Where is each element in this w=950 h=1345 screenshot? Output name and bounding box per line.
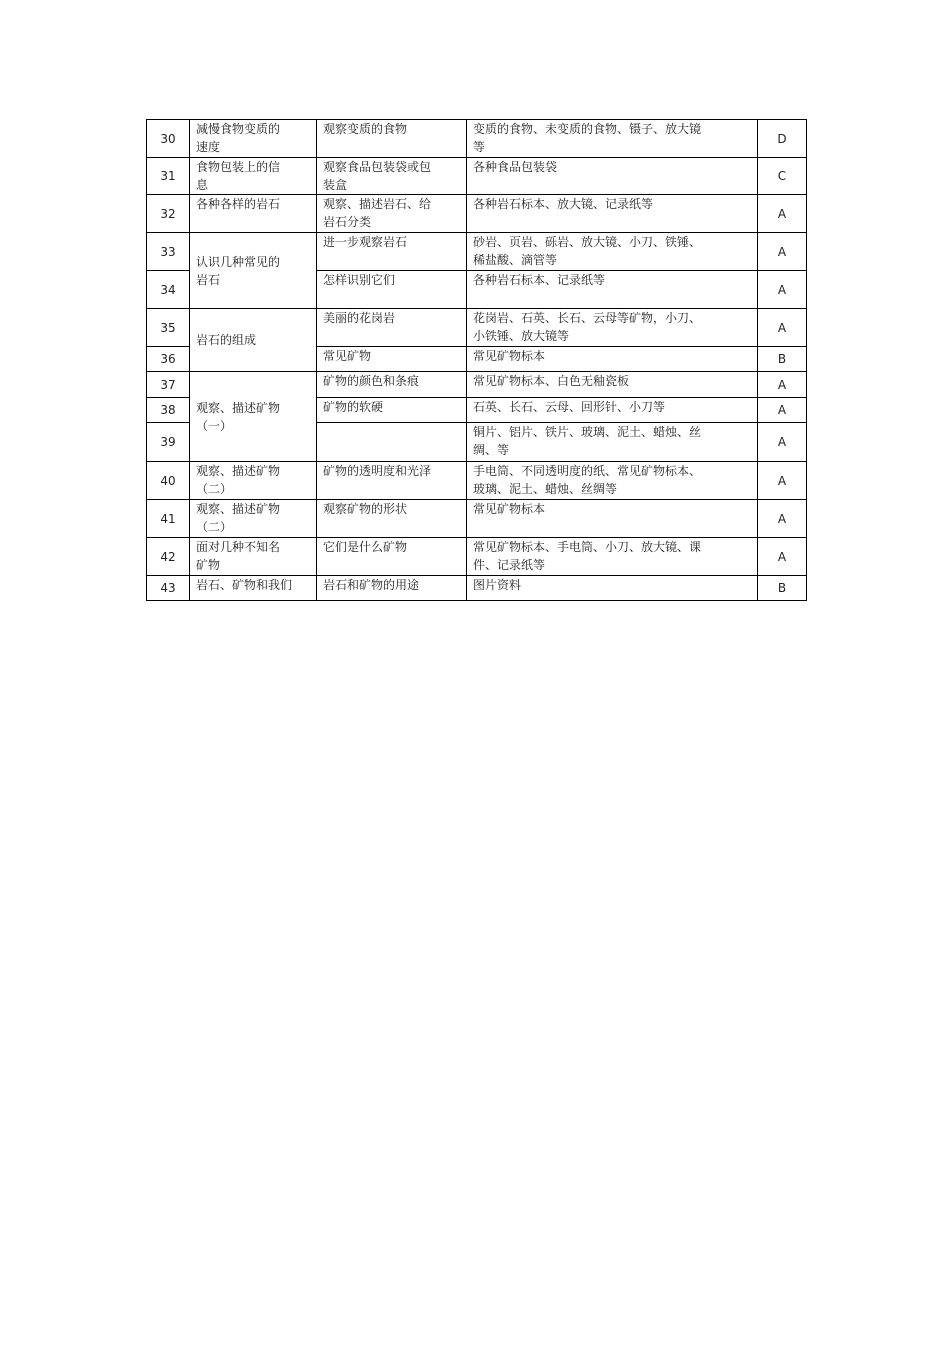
materials-cell: 各种岩石标本、放大镜、记录纸等 — [467, 195, 758, 233]
activity-cell: 美丽的花岗岩 — [317, 309, 467, 347]
activity-cell: 观察食品包装袋或包 装盒 — [317, 158, 467, 195]
lesson-title: 观察、描述矿物 （一） — [190, 372, 317, 462]
row-number: 41 — [147, 500, 190, 538]
materials-cell: 铜片、铝片、铁片、玻璃、泥土、蜡烛、丝 绸、等 — [467, 423, 758, 462]
row-number: 33 — [147, 233, 190, 271]
row-number: 32 — [147, 195, 190, 233]
table-row — [147, 158, 807, 195]
materials-cell: 手电筒、不同透明度的纸、常见矿物标本、 玻璃、泥土、蜡烛、丝绸等 — [467, 462, 758, 500]
lesson-title: 观察、描述矿物 （二） — [190, 500, 317, 538]
row-number: 43 — [147, 576, 190, 601]
materials-cell: 砂岩、页岩、砾岩、放大镜、小刀、铁锤、 稀盐酸、滴管等 — [467, 233, 758, 271]
row-number: 40 — [147, 462, 190, 500]
row-number: 42 — [147, 538, 190, 576]
grade-cell: A — [758, 500, 807, 538]
table-row — [147, 120, 807, 158]
activity-cell: 观察变质的食物 — [317, 120, 467, 158]
row-number: 34 — [147, 271, 190, 309]
lesson-title: 岩石、矿物和我们 — [190, 576, 317, 601]
activity-cell: 矿物的颜色和条痕 — [317, 372, 467, 398]
activity-cell — [317, 423, 467, 462]
grade-cell: B — [758, 576, 807, 601]
row-number: 35 — [147, 309, 190, 347]
lesson-title: 岩石的组成 — [190, 309, 317, 372]
activity-cell: 它们是什么矿物 — [317, 538, 467, 576]
row-number: 30 — [147, 120, 190, 158]
grade-cell: D — [758, 120, 807, 158]
materials-cell: 常见矿物标本、白色无釉瓷板 — [467, 372, 758, 398]
grade-cell: A — [758, 398, 807, 423]
activity-cell: 矿物的软硬 — [317, 398, 467, 423]
table-row — [147, 233, 807, 271]
materials-cell: 石英、长石、云母、回形针、小刀等 — [467, 398, 758, 423]
table-row — [147, 309, 807, 347]
materials-cell: 常见矿物标本 — [467, 347, 758, 372]
table-row — [147, 372, 807, 398]
table-row — [147, 500, 807, 538]
activity-cell: 常见矿物 — [317, 347, 467, 372]
table-row — [147, 195, 807, 233]
materials-cell: 各种食品包装袋 — [467, 158, 758, 195]
experiment-table — [146, 119, 807, 601]
materials-cell: 花岗岩、石英、长石、云母等矿物，小刀、 小铁锤、放大镜等 — [467, 309, 758, 347]
activity-cell: 怎样识别它们 — [317, 271, 467, 309]
materials-cell: 常见矿物标本 — [467, 500, 758, 538]
row-number: 31 — [147, 158, 190, 195]
grade-cell: A — [758, 462, 807, 500]
lesson-title: 减慢食物变质的 速度 — [190, 120, 317, 158]
materials-cell: 常见矿物标本、手电筒、小刀、放大镜、课 件、记录纸等 — [467, 538, 758, 576]
grade-cell: A — [758, 233, 807, 271]
lesson-title: 观察、描述矿物 （二） — [190, 462, 317, 500]
materials-cell: 各种岩石标本、记录纸等 — [467, 271, 758, 309]
grade-cell: A — [758, 309, 807, 347]
materials-cell: 变质的食物、未变质的食物、镊子、放大镜 等 — [467, 120, 758, 158]
row-number: 38 — [147, 398, 190, 423]
table-row — [147, 576, 807, 601]
grade-cell: A — [758, 423, 807, 462]
activity-cell: 观察矿物的形状 — [317, 500, 467, 538]
lesson-title: 认识几种常见的 岩石 — [190, 233, 317, 309]
row-number: 37 — [147, 372, 190, 398]
grade-cell: A — [758, 372, 807, 398]
table-row — [147, 462, 807, 500]
row-number: 39 — [147, 423, 190, 462]
grade-cell: A — [758, 271, 807, 309]
activity-cell: 矿物的透明度和光泽 — [317, 462, 467, 500]
lesson-title: 面对几种不知名 矿物 — [190, 538, 317, 576]
materials-cell: 图片资料 — [467, 576, 758, 601]
lesson-title: 食物包装上的信 息 — [190, 158, 317, 195]
activity-cell: 岩石和矿物的用途 — [317, 576, 467, 601]
grade-cell: A — [758, 195, 807, 233]
grade-cell: B — [758, 347, 807, 372]
lesson-title: 各种各样的岩石 — [190, 195, 317, 233]
row-number: 36 — [147, 347, 190, 372]
table-row — [147, 538, 807, 576]
activity-cell: 观察、描述岩石、给 岩石分类 — [317, 195, 467, 233]
grade-cell: A — [758, 538, 807, 576]
activity-cell: 进一步观察岩石 — [317, 233, 467, 271]
grade-cell: C — [758, 158, 807, 195]
